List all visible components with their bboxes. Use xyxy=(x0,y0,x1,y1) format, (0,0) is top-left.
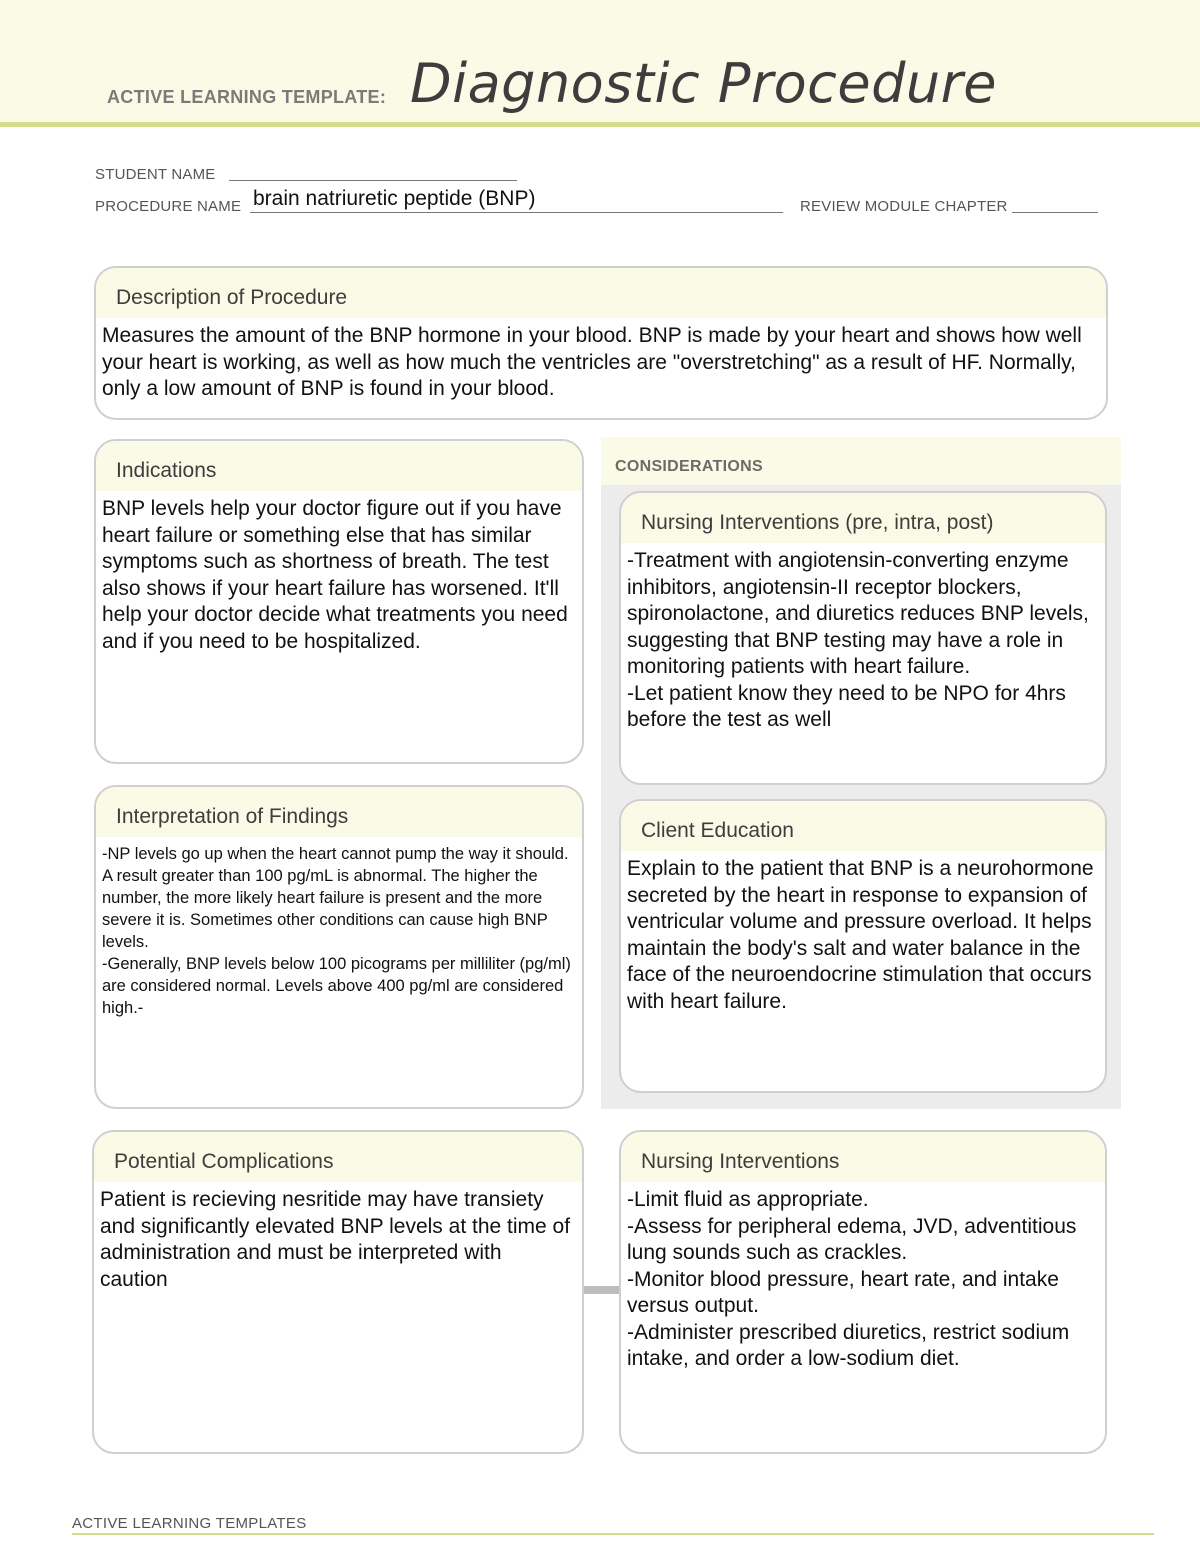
client-education-title: Client Education xyxy=(621,801,1105,851)
indications-text: BNP levels help your doctor figure out if you have heart failure or something else that has similar symptoms such as shortness of breath. The test also shows if your heart failure has worsened. It'll help your doctor decide what treatments you need and if you need to be hospitalized. xyxy=(102,497,568,653)
procedure-name-label: PROCEDURE NAME xyxy=(95,198,242,215)
procedure-name-field[interactable] xyxy=(250,212,783,213)
footer-rule xyxy=(72,1533,1154,1535)
nursing-interventions-text: -Limit fluid as appropriate. -Assess for peripheral edema, JVD, adventitious lung sounds such as crackles. -Monitor blood pressure, heart rate, and intake versus output. -Administer prescribed diuretics, restrict sodium intake, and order a low-sodium diet. xyxy=(627,1188,1077,1370)
footer-label: ACTIVE LEARNING TEMPLATES xyxy=(72,1515,307,1532)
complications-title: Potential Complications xyxy=(94,1132,582,1182)
interpretation-box xyxy=(94,785,584,1109)
indications-box xyxy=(94,439,584,764)
complications-text: Patient is recieving nesritide may have transiety and significantly elevated BNP levels at the time of administration and must be interpreted with caution xyxy=(100,1188,571,1291)
description-text: Measures the amount of the BNP hormone in your blood. BNP is made by your heart and shows how well your heart is working, as well as how much the ventricles are "overstretching" as a result of HF. Normally, only a low amount of BNP is found in your blood. xyxy=(102,324,1082,400)
review-module-field[interactable] xyxy=(1012,212,1098,213)
procedure-name-value: brain natriuretic peptide (BNP) xyxy=(253,187,536,210)
interpretation-text: -NP levels go up when the heart cannot pump the way it should. A result greater than 100 pg/mL is abnormal. The higher the number, the more likely heart failure is present and the more severe it is. Sometimes other conditions can cause high BNP levels. -Generally, BNP levels below 100 picograms per milliliter (pg/ml) are considered normal. Levels above 400 pg/ml are considered high.- xyxy=(102,845,571,1017)
complications-box xyxy=(92,1130,584,1454)
description-title: Description of Procedure xyxy=(96,268,1106,318)
considerations-label: CONSIDERATIONS xyxy=(615,458,763,475)
description-box xyxy=(94,266,1108,420)
indications-title: Indications xyxy=(96,441,582,491)
nursing-interventions-box xyxy=(619,1130,1107,1454)
box-connector xyxy=(582,1286,622,1294)
template-label: ACTIVE LEARNING TEMPLATE: xyxy=(107,87,387,107)
nursing-pre-intra-post-box xyxy=(619,491,1107,785)
student-name-field[interactable] xyxy=(229,180,517,181)
interpretation-title: Interpretation of Findings xyxy=(96,787,582,837)
page-title: Diagnostic Procedure xyxy=(410,52,998,115)
nursing-interventions-title: Nursing Interventions xyxy=(621,1132,1105,1182)
header-rule xyxy=(0,122,1200,127)
client-education-box xyxy=(619,799,1107,1093)
student-name-label: STUDENT NAME xyxy=(95,166,216,183)
nursing-pre-intra-post-title: Nursing Interventions (pre, intra, post) xyxy=(621,493,1105,543)
review-module-label: REVIEW MODULE CHAPTER xyxy=(800,198,1008,215)
client-education-text: Explain to the patient that BNP is a neurohormone secreted by the heart in response to expansion of ventricular volume and pressure overload. It helps maintain the body's salt and water balance in the face of the neuroendocrine stimulation that occurs with heart failure. xyxy=(627,857,1094,1013)
nursing-pre-intra-post-text: -Treatment with angiotensin-converting enzyme inhibitors, angiotensin-II receptor blockers, spironolactone, and diuretics reduces BNP levels, suggesting that BNP testing may have a role in monitoring patients with heart failure. -Let patient know they need to be NPO for 4hrs before the test as well xyxy=(627,549,1089,731)
